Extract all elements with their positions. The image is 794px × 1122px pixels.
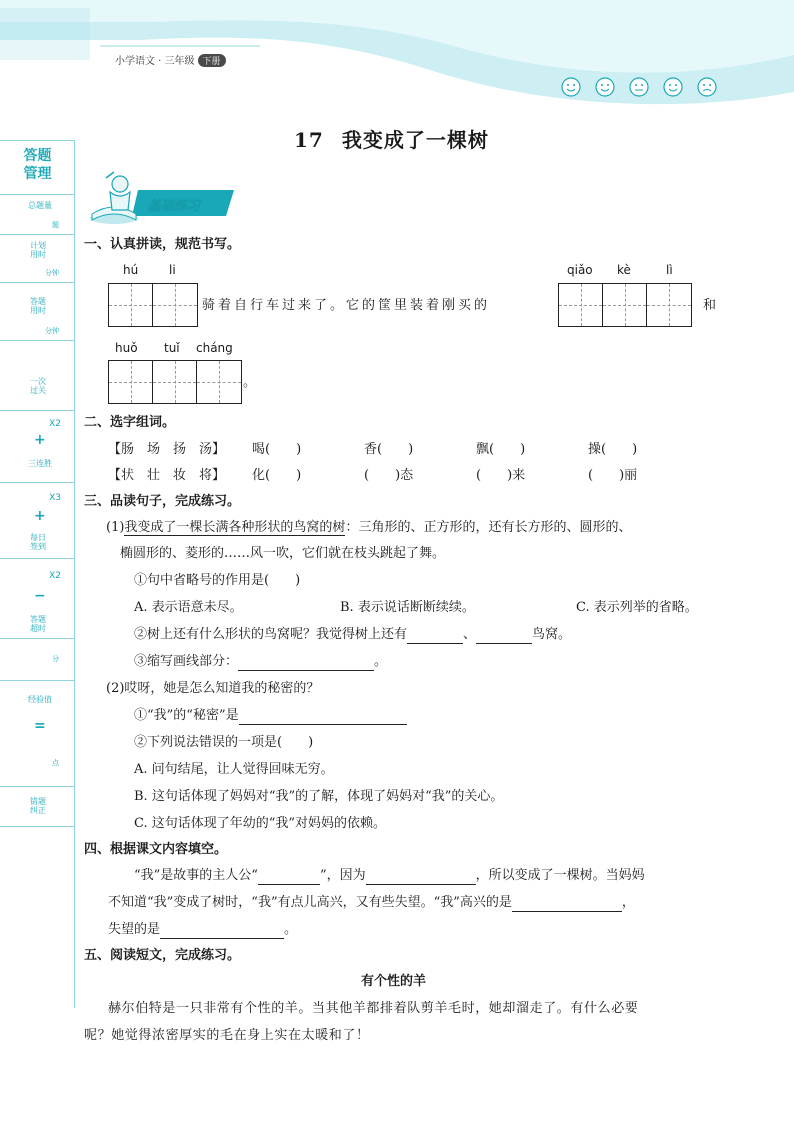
sidebar-item-label: 计划用时 xyxy=(30,241,46,259)
writing-cell[interactable] xyxy=(559,284,603,326)
sidebar-item-timeout xyxy=(0,559,75,639)
q3-p2-sub1 xyxy=(134,707,407,725)
sidebar-item-unit: 分 xyxy=(52,655,59,663)
writing-cell[interactable] xyxy=(197,361,241,403)
q3-passage1-line1 xyxy=(106,519,631,537)
pinyin-hu: hú xyxy=(123,263,139,277)
sidebar-item-unit: 分钟 xyxy=(45,327,59,335)
minus-icon: − xyxy=(34,588,46,604)
sidebar-item-error-fix xyxy=(0,787,75,827)
sidebar-item-daily-checkin xyxy=(0,483,75,559)
pinyin-ke: kè xyxy=(617,263,631,277)
q3-sub2-sep: 、 xyxy=(463,627,477,642)
plus-icon: + xyxy=(34,508,46,524)
sidebar-item-label: 答题超时 xyxy=(30,615,46,633)
sidebar-item-label: 总题量 xyxy=(28,201,52,210)
q3-sub2-end: 鸟窝。 xyxy=(532,627,572,642)
sidebar-item-multiplier: X2 xyxy=(49,419,61,429)
q3-sub3-end: 。 xyxy=(374,654,388,669)
sidebar-item-unit: 题 xyxy=(52,221,59,229)
writing-grid-b[interactable] xyxy=(558,283,692,327)
sidebar-item-label: 答题用时 xyxy=(30,297,46,315)
sidebar-item-label: 错题纠正 xyxy=(30,797,46,815)
sidebar-item-label: 一次过关 xyxy=(30,377,46,395)
equals-icon: = xyxy=(34,718,46,734)
reading-line2: 呢？她觉得浓密厚实的毛在身上实在太暖和了！ xyxy=(84,1028,370,1043)
q2-row2-chars: 【状 壮 妆 将】 xyxy=(108,468,226,483)
q4-line3 xyxy=(108,921,297,939)
answer-blank[interactable] xyxy=(160,925,284,939)
answer-blank[interactable] xyxy=(366,871,476,885)
q2-row2-item[interactable]: ( )丽 xyxy=(588,468,638,483)
q2-row1-item[interactable]: 喝( ) xyxy=(252,442,302,457)
answer-management-sidebar xyxy=(0,140,75,1008)
passage-text: ：三角形的、正方形的，还有长方形的、圆形的、 xyxy=(345,520,632,535)
sidebar-item-answer-time xyxy=(0,283,75,341)
q1-sentence-a: 骑着自行车过来了。它的筐里装着刚买的 xyxy=(202,298,491,313)
q3-heading: 三、品读句子，完成练习。 xyxy=(84,494,241,509)
q1-sentence-c: 。 xyxy=(243,375,257,390)
q2-row2-item[interactable]: ( )态 xyxy=(364,468,414,483)
sidebar-title: 答题管理 xyxy=(23,148,52,182)
series-text: 小学语文 · 三年级 xyxy=(115,56,195,67)
writing-cell[interactable] xyxy=(109,361,153,403)
pinyin-qiao: qiǎo xyxy=(567,263,593,277)
q3-option-b[interactable]: B. 表示说话断断续续。 xyxy=(340,600,475,615)
pinyin-li2: lì xyxy=(666,263,673,277)
q3-passage2: (2)哎呀，她是怎么知道我的秘密的？ xyxy=(106,681,320,696)
reading-line1: 赫尔伯特是一只非常有个性的羊。当其他羊都排着队剪羊毛时，她却溜走了。有什么必要 xyxy=(108,1001,639,1016)
passage-number: (1) xyxy=(106,520,125,535)
q3-option-c[interactable]: C. 表示列举的省略。 xyxy=(576,600,698,615)
sidebar-item-label: 三连胜 xyxy=(28,459,52,468)
writing-grid-a[interactable] xyxy=(108,283,198,327)
sidebar-item-minutes xyxy=(0,639,75,681)
q3-p2-option-b[interactable]: B. 这句话体现了妈妈对“我”的了解，体现了妈妈对“我”的关心。 xyxy=(134,789,504,804)
answer-blank[interactable] xyxy=(407,630,463,644)
q2-row2-item[interactable]: 化( ) xyxy=(252,468,302,483)
answer-blank[interactable] xyxy=(239,711,407,725)
q2-row1-item[interactable]: 操( ) xyxy=(588,442,638,457)
q3-sub1[interactable]: ①句中省略号的作用是( ) xyxy=(134,573,301,588)
pinyin-huo: huǒ xyxy=(115,341,138,355)
sidebar-item-three-wins xyxy=(0,411,75,483)
sidebar-item-unit: 点 xyxy=(52,759,59,767)
writing-cell[interactable] xyxy=(647,284,691,326)
sidebar-item-planned-time xyxy=(0,235,75,283)
sidebar-item-label: 每日签到 xyxy=(30,533,46,551)
underlined-sentence: 我变成了一棵长满各种形状的鸟窝的树 xyxy=(124,520,346,535)
writing-cell[interactable] xyxy=(153,361,197,403)
reading-title: 有个性的羊 xyxy=(361,974,427,989)
q5-heading: 五、阅读短文，完成练习。 xyxy=(84,948,241,963)
q4-text: “我”是故事的主人公“ xyxy=(134,868,258,883)
lesson-title xyxy=(294,124,489,153)
sidebar-item-first-pass xyxy=(0,341,75,411)
q4-text: ， xyxy=(621,895,635,910)
answer-blank[interactable] xyxy=(512,898,622,912)
q2-row2-item[interactable]: ( )来 xyxy=(476,468,526,483)
sidebar-title-cell xyxy=(0,141,75,195)
writing-grid-c[interactable] xyxy=(108,360,242,404)
volume-badge: 下册 xyxy=(198,54,226,67)
answer-blank[interactable] xyxy=(238,657,374,671)
section-banner-label: 基础练习 xyxy=(148,199,201,214)
answer-blank[interactable] xyxy=(258,871,320,885)
q4-text: ，所以变成了一棵树。当妈妈 xyxy=(475,868,645,883)
writing-cell[interactable] xyxy=(153,284,197,326)
q4-text: 。 xyxy=(284,922,298,937)
pinyin-chang: cháng xyxy=(196,341,233,355)
q3-sub2 xyxy=(134,626,571,644)
q3-passage1-line2: 椭圆形的、菱形的……风一吹，它们就在枝头跳起了舞。 xyxy=(120,546,446,561)
q3-sub2-text: ②树上还有什么形状的鸟窝呢？我觉得树上还有 xyxy=(134,627,408,642)
writing-cell[interactable] xyxy=(603,284,647,326)
q4-heading: 四、根据课文内容填空。 xyxy=(84,842,228,857)
q4-line1 xyxy=(134,867,645,885)
q4-text: 失望的是 xyxy=(108,922,161,937)
q3-p2-option-a[interactable]: A. 问句结尾，让人觉得回味无穷。 xyxy=(134,762,334,777)
sidebar-item-multiplier: X2 xyxy=(49,571,61,581)
answer-blank[interactable] xyxy=(476,630,532,644)
sidebar-item-label: 经验值 xyxy=(28,695,52,704)
q2-row1-item[interactable]: 香( ) xyxy=(364,442,414,457)
q1-sentence-b: 和 xyxy=(703,298,717,313)
q1-heading: 一、认真拼读，规范书写。 xyxy=(84,237,241,252)
sidebar-item-total xyxy=(0,195,75,235)
sidebar-item-unit: 分钟 xyxy=(45,269,59,277)
plus-icon: + xyxy=(34,432,46,448)
lesson-number: 17 xyxy=(294,128,324,152)
q3-p2-option-c[interactable]: C. 这句话体现了年幼的“我”对妈妈的依赖。 xyxy=(134,816,387,831)
sidebar-item-multiplier: X3 xyxy=(49,493,61,503)
q4-text: ”，因为 xyxy=(319,868,366,883)
book-series-label xyxy=(115,52,226,67)
q2-row1-chars: 【肠 场 扬 汤】 xyxy=(108,442,226,457)
lesson-title-text: 我变成了一棵树 xyxy=(341,128,489,152)
pinyin-tui: tuǐ xyxy=(164,341,180,355)
smiley-faces-icon xyxy=(560,76,720,98)
sidebar-item-experience xyxy=(0,681,75,787)
writing-cell[interactable] xyxy=(109,284,153,326)
q3-sub3-text: ③缩写画线部分： xyxy=(134,654,239,669)
q4-line2 xyxy=(108,894,635,912)
q3-sub3 xyxy=(134,653,387,671)
q2-heading: 二、选字组词。 xyxy=(84,415,176,430)
q4-text: 不知道“我”变成了树时，“我”有点儿高兴，又有些失望。“我”高兴的是 xyxy=(108,895,512,910)
pinyin-li: li xyxy=(169,263,176,277)
q3-p2-sub1-text: ①“我”的“秘密”是 xyxy=(134,708,239,723)
q3-option-a[interactable]: A. 表示语意未尽。 xyxy=(134,600,243,615)
q2-row1-item[interactable]: 飘( ) xyxy=(476,442,526,457)
q3-p2-sub2[interactable]: ②下列说法错误的一项是( ) xyxy=(134,735,314,750)
